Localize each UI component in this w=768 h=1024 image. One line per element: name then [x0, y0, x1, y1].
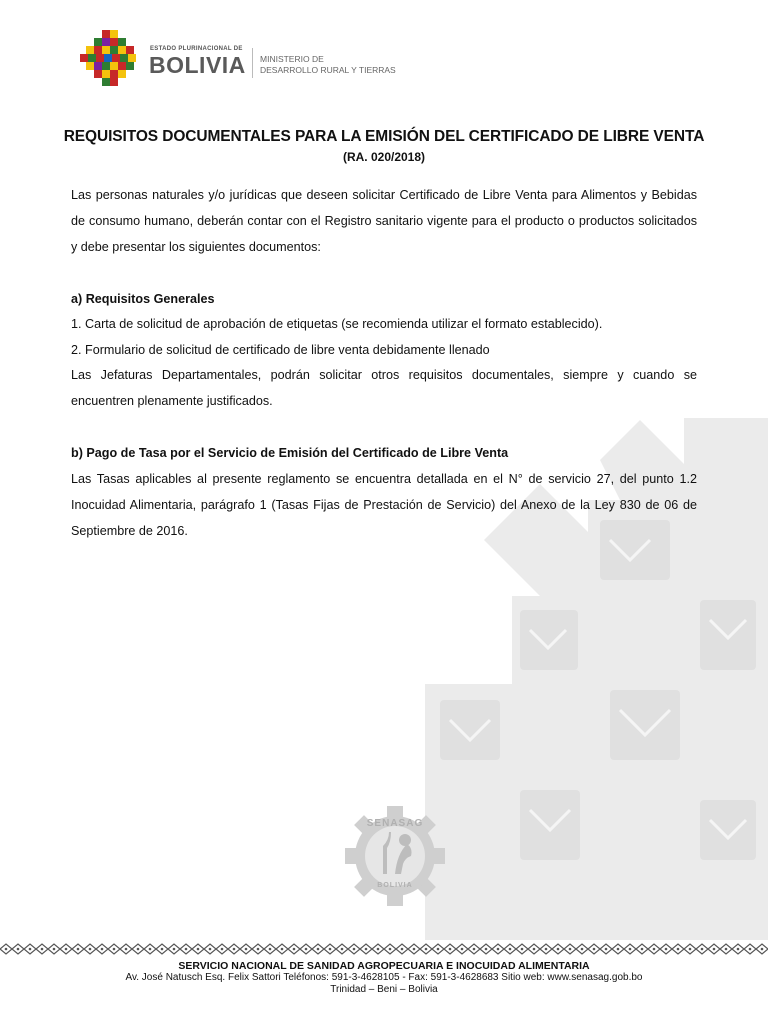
intro-paragraph: Las personas naturales y/o jurídicas que deseen solicitar Certificado de Libre Venta para Alimentos y Bebidas de consumo humano, deberán contar con el Registro sanitario vigente para el producto o productos solicitados y debe presentar los siguientes documentos: [71, 188, 697, 254]
section-b-text: Las Tasas aplicables al presente reglamento se encuentra detallada en el N° de servicio 27, del punto 1.2 Inocuidad Alimentaria, parágrafo 1 (Tasas Fijas de Prestación de Servicio) del Anexo de la Ley 830 de 06 de Septiembre de 2016. [71, 472, 697, 538]
footer-city: Trinidad – Beni – Bolivia [330, 984, 438, 995]
footer-address: Av. José Natusch Esq. Felix Sattori Teléfonos: 591-3-4628105 - Fax: 591-3-4628683 Sitio web: www.senasag.gob.bo [125, 972, 643, 983]
seal-top-text: SENASAG [366, 818, 424, 829]
section-a-item-2: 2. Formulario de solicitud de certificado de libre venta debidamente llenado [71, 343, 490, 357]
section-b-heading: b) Pago de Tasa por el Servicio de Emisión del Certificado de Libre Venta [71, 446, 509, 460]
ministry-line-1: MINISTERIO DE [260, 54, 324, 64]
section-a-heading: a) Requisitos Generales [71, 292, 215, 306]
bolivia-emblem-icon [80, 28, 144, 92]
header [80, 28, 420, 98]
header-divider [252, 48, 253, 78]
section-a-note: Las Jefaturas Departamentales, podrán solicitar otros requisitos documentales, siempre y cuando se encuentren plenamente justificados. [71, 368, 697, 408]
senasag-seal [345, 806, 445, 906]
footer-ornament-rule [0, 942, 768, 956]
document-title: REQUISITOS DOCUMENTALES PARA LA EMISIÓN DEL CERTIFICADO DE LIBRE VENTA [63, 128, 705, 145]
bolivia-wordmark: BOLIVIA [149, 52, 246, 78]
section-a-item-1: 1. Carta de solicitud de aprobación de etiquetas (se recomienda utilizar el formato establecido). [71, 317, 603, 331]
ministry-line-2: DESARROLLO RURAL Y TIERRAS [260, 65, 396, 75]
ministry-name [260, 54, 396, 76]
footer [0, 960, 768, 996]
document-subtitle: (RA. 020/2018) [342, 150, 426, 164]
seal-bottom-text: BOLIVIA [377, 882, 413, 889]
footer-organization: SERVICIO NACIONAL DE SANIDAD AGROPECUARIA E INOCUIDAD ALIMENTARIA [178, 960, 590, 972]
estado-label: ESTADO PLURINACIONAL DE [150, 46, 243, 52]
